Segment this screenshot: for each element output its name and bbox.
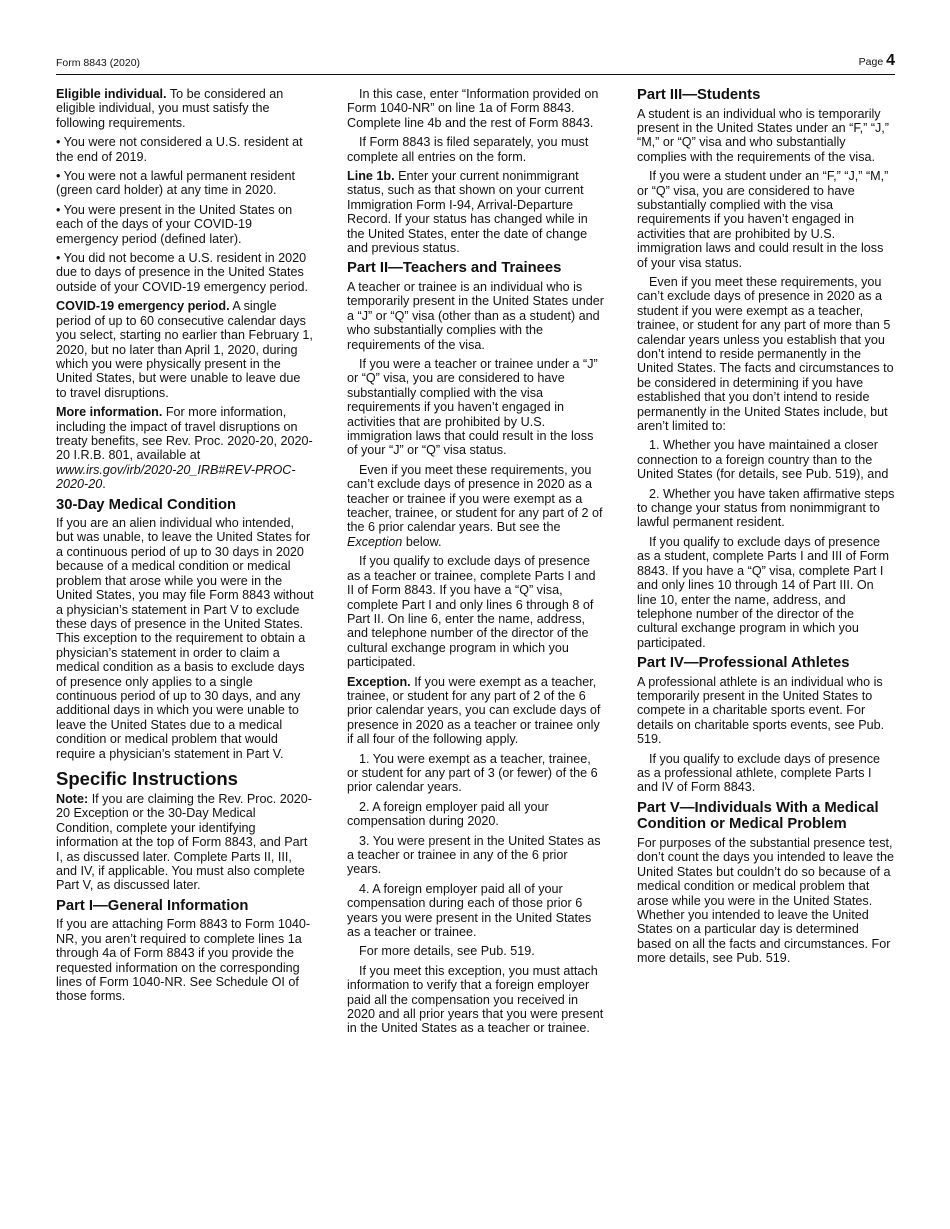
column-1	[56, 87, 314, 1009]
eligible-text: To be considered an eligible individual, you must satisfy the following requirements.	[56, 87, 284, 130]
part4-heading: Part IV—Professional Athletes	[637, 655, 850, 672]
exception-item-3: 3. You were present in the United States as a teacher or trainee in any of the 6 prior years.	[347, 833, 601, 877]
column-2	[347, 87, 605, 1041]
exception-item-2: 2. A foreign employer paid all your compensation during 2020.	[347, 799, 549, 829]
part2-paragraph-3	[347, 463, 605, 549]
note-paragraph	[56, 792, 314, 893]
part3-heading: Part III—Students	[637, 87, 761, 103]
part4-paragraph-2: If you qualify to exclude days of presence as a professional athlete, complete Parts I and IV of Form 8843.	[637, 751, 881, 795]
part2-paragraph-4: If you qualify to exclude days of presence as a teacher or trainee, complete Parts I and II of Form 8843. If you have a “Q” visa, complete Part I and only lines 6 through 8 of Part II. On line 6, enter the name, address, and telephone number of the director of the cultural exchange program in which you participated.	[347, 554, 596, 670]
part2-heading: Part II—Teachers and Trainees	[347, 260, 562, 277]
eligible-bullet-2: • You were not a lawful permanent resident (green card holder) at any time in 2020.	[56, 169, 295, 198]
page-header	[56, 54, 895, 75]
medical-condition-text: If you are an alien individual who intended, but was unable, to leave the United States for a continuous period of up to 30 days in 2020 because of a medical condition or medical problem that arose while you were in the United States, you may file Form 8843 without a physician’s statement in Part V to exclude these days of presence in the United States. This exception to the requirement to obtain a physician’s statement in order to claim a medical condition as a basis to exclude days of presence only applies to a single continuous period of up to 30 days, and any additional days in which you were unable to leave the United States due to a medical condition or medical problem that would require a physician’s statement in Part V.	[56, 516, 314, 761]
part3-paragraph-4: If you qualify to exclude days of presence as a student, complete Parts I and III of Form 8843. If you have a “Q” visa, complete Part I and only lines 10 through 14 of Part III. On line 10, enter the name, address, and telephone number of the director of the cultural exchange program in which you participated.	[637, 534, 889, 650]
covid-text: A single period of up to 60 consecutive calendar days you select, starting no earlier than February 1, 2020, but no later than April 1, 2020, during which you were physically present in the United States, but were unable to leave due to travel disruptions.	[56, 299, 313, 400]
part4-paragraph-1: A professional athlete is an individual who is temporarily present in the United States to compete in a charitable sports event. For details on charitable sports events, see Pub. 519.	[637, 674, 885, 747]
separate-paragraph: If Form 8843 is filed separately, you must complete all entries on the form.	[347, 135, 589, 164]
note-lead: Note:	[56, 791, 89, 806]
exception-item-1: 1. You were exempt as a teacher, trainee, or student for any part of 3 (or fewer) of the 6 prior calendar years.	[347, 751, 598, 795]
note-text: If you are claiming the Rev. Proc. 2020-20 Exception or the 30-Day Medical Condition, complete your identifying information at the top of Form 8843, and Part I, as discussed later. Complete Parts II, III, and IV, if applicable. You must also complete Part V, as discussed later.	[56, 791, 312, 893]
irs-link[interactable]: www.irs.gov/irb/2020-20_IRB#REV-PROC-2020-20	[56, 462, 296, 492]
exception-lead: Exception.	[347, 674, 411, 689]
part5-paragraph-1: For purposes of the substantial presence test, don’t count the days you intended to leave the United States but couldn’t do so because of a medical condition or medical problem that arose while you were in the United States. Whether you intended to leave the United States on a particular day is determined based on all the facts and circumstances. For more details, see Pub. 519.	[637, 835, 894, 966]
specific-instructions-heading: Specific Instructions	[56, 767, 238, 789]
page-number: 4	[886, 52, 895, 69]
eligible-bullet-1: • You were not considered a U.S. resident at the end of 2019.	[56, 135, 303, 164]
exception-text: If you were exempt as a teacher, trainee, or student for any part of 2 of the 6 prior calendar years, you can exclude days of presence in 2020 as a teacher or trainee only if all four of the following apply.	[347, 674, 601, 747]
part3-paragraph-2: If you were a student under an “F,” “J,” “M,” or “Q” visa, you are considered to have substantially complied with the visa requirements if you haven’t engaged in activities that are prohibited by U.S. immigration laws and could result in the loss of your visa status.	[637, 169, 889, 270]
covid-lead: COVID-19 emergency period.	[56, 299, 230, 314]
exception-reference: Exception	[347, 534, 403, 549]
part1-heading: Part I—General Information	[56, 897, 249, 914]
more-info-end: .	[102, 477, 106, 492]
exception-paragraph	[347, 675, 605, 747]
eligible-lead: Eligible individual.	[56, 87, 167, 101]
line1b-paragraph	[347, 169, 605, 255]
line1b-lead: Line 1b.	[347, 169, 395, 184]
eligible-bullet-3: • You were present in the United States on each of the days of your COVID-19 emergency period (defined later).	[56, 202, 293, 246]
meet-exception-paragraph: If you meet this exception, you must attach information to verify that a foreign employer paid all the compensation you received in 2020 and all prior years that you were present in the United States as a teacher or trainee.	[347, 963, 604, 1036]
part3-item-1: 1. Whether you have maintained a closer connection to a foreign country than to the United States (for details, see Pub. 519), and	[637, 438, 889, 482]
part2-p3-text: Even if you meet these requirements, you can’t exclude days of presence in 2020 as a teacher or trainee if you were exempt as a teacher, trainee, or student for any part of 2 of the 6 prior calendar years. But see the	[347, 462, 603, 535]
details-paragraph: For more details, see Pub. 519.	[359, 944, 535, 959]
part2-paragraph-2: If you were a teacher or trainee under a “J” or “Q” visa, you are considered to have substantially complied with the visa requirements if you haven’t engaged in activities that are prohibited by U.S. immigration laws that could result in the loss of your “J” or “Q” visa status.	[347, 357, 598, 458]
part1-text: If you are attaching Form 8843 to Form 1040-NR, you aren’t required to complete lines 1a through 4a of Form 8843 if you provide the requested information on the corresponding lines of Form 1040-NR. See Schedule OI of those forms.	[56, 917, 311, 1004]
more-info-paragraph	[56, 405, 314, 491]
eligible-paragraph	[56, 87, 314, 130]
case-paragraph: In this case, enter “Information provided on Form 1040-NR” on line 1a of Form 8843. Complete line 4b and the rest of Form 8843.	[347, 87, 599, 130]
page-indicator	[859, 52, 895, 70]
column-3	[637, 87, 895, 971]
more-info-text: For more information, including the impact of travel disruptions on treaty benefits, see Rev. Proc. 2020-20, 2020-20 I.R.B. 801, available at	[56, 405, 313, 463]
part3-paragraph-1: A student is an individual who is temporarily present in the United States under an “F,” “J,” “M,” or “Q” visa and who substantially complies with the requirements of the visa.	[637, 106, 889, 164]
form-label: Form 8843 (2020)	[56, 57, 141, 69]
part3-paragraph-3: Even if you meet these requirements, you can’t exclude days of presence in 2020 as a student if you were exempt as a teacher, trainee, or student for any part of more than 5 calendar years unless you establish that you don’t intend to reside permanently in the United States. The facts and circumstances to be considered in determining if you have established that you don’t intend to reside permanently in the United States include, but aren’t limited to:	[637, 274, 894, 434]
part5-heading: Part V—Individuals With a Medical Condition or Medical Problem	[637, 799, 879, 833]
part2-paragraph-1: A teacher or trainee is an individual who is temporarily present in the United States under a “J” or “Q” visa (other than as a student) and who substantially complies with the requirements of the visa.	[347, 279, 604, 352]
eligible-bullet-4: • You did not become a U.S. resident in 2020 due to days of presence in the United States outside of your COVID-19 emergency period.	[56, 251, 308, 294]
exception-item-4: 4. A foreign employer paid all of your compensation during each of those prior 6 years you were present in the United States as a teacher or trainee.	[347, 881, 592, 940]
medical-condition-heading: 30-Day Medical Condition	[56, 496, 237, 513]
part2-p3-end: below.	[405, 534, 442, 549]
covid-paragraph	[56, 299, 314, 400]
line1b-text: Enter your current nonimmigrant status, such as that shown on your current Immigration Form I-94, Arrival-Departure Record. If your status has changed while in the United States, enter the date of change and previous status.	[347, 169, 588, 256]
part3-item-2: 2. Whether you have taken affirmative steps to change your status from nonimmigrant to lawful permanent resident.	[637, 486, 895, 530]
page-word: Page	[858, 56, 884, 68]
more-info-lead: More information.	[56, 405, 163, 420]
